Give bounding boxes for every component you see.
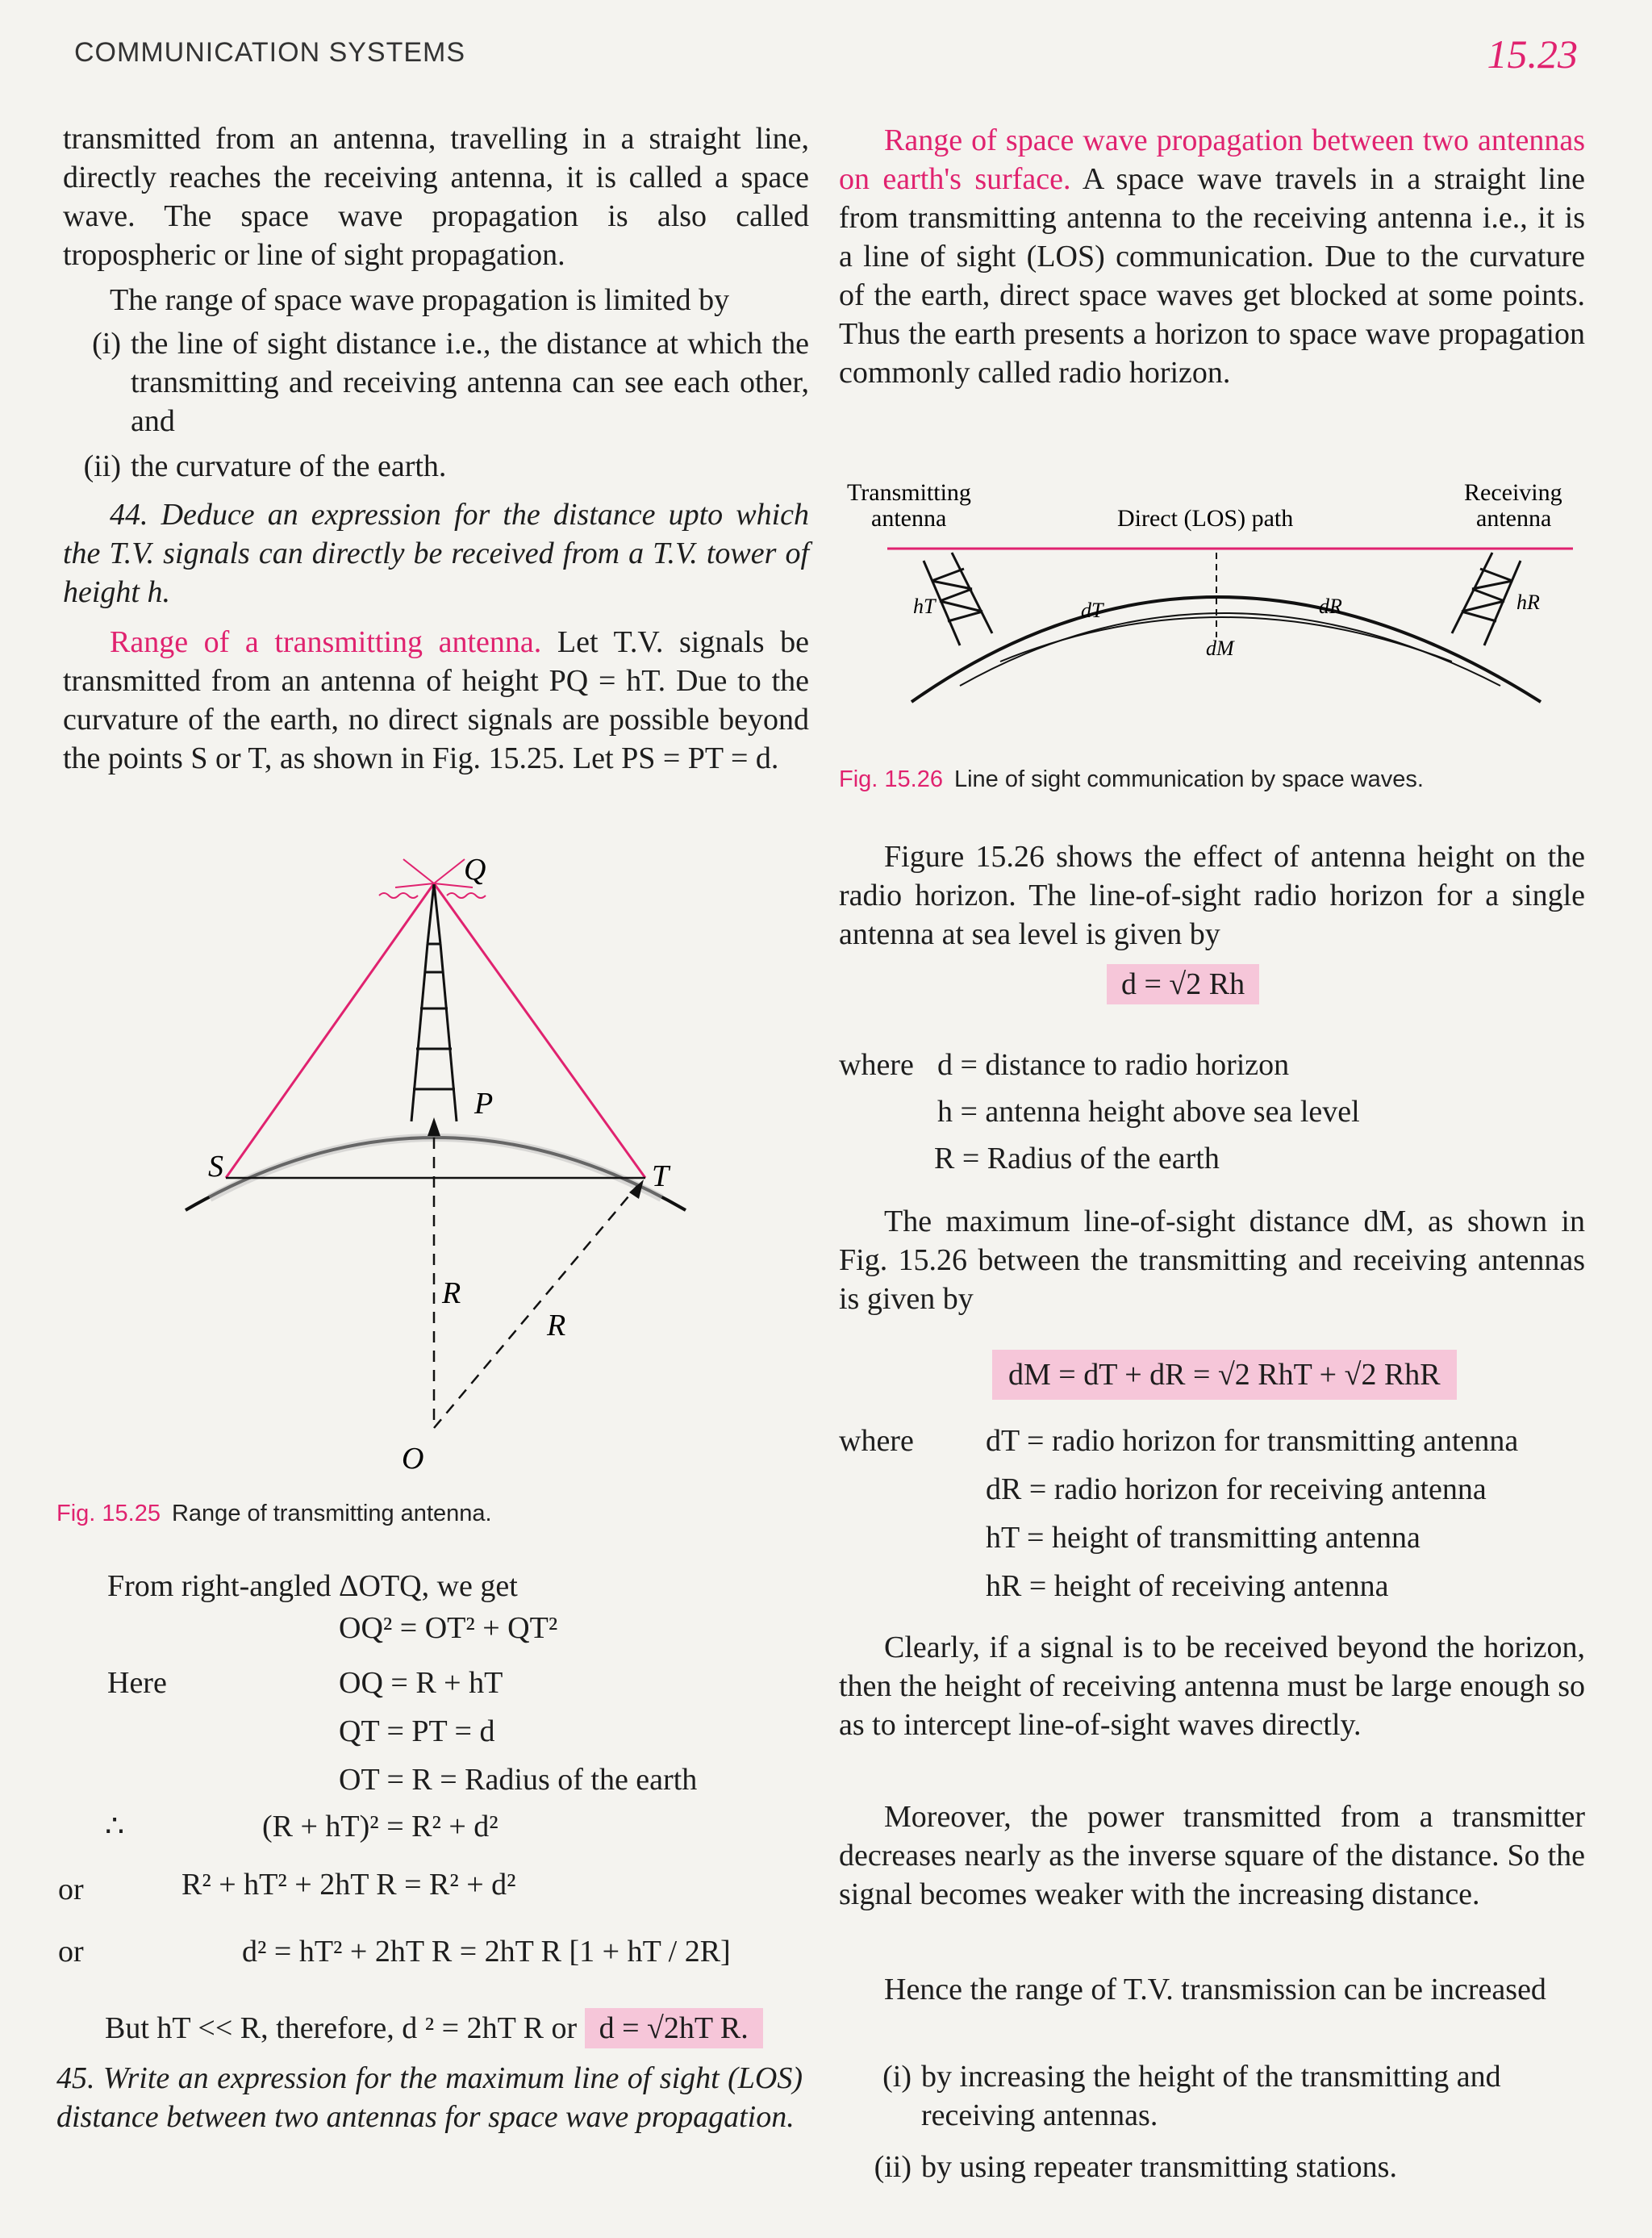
label-T: T	[652, 1159, 670, 1193]
equation-highlight	[1107, 965, 1259, 1004]
equation: OT = R = Radius of the earth	[339, 1763, 698, 1797]
label-R-vertical: R	[442, 1276, 461, 1310]
question-45: 45. Write an expression for the maximum line of sight (LOS) distance between two antennas for space wave propagation.	[56, 2061, 803, 2134]
derivation-block	[63, 1567, 809, 1605]
label-los-path: Direct (LOS) path	[1117, 505, 1294, 532]
paragraph-range-limit: The range of space wave propagation is limited by	[110, 283, 730, 317]
label-here: Here	[107, 1666, 167, 1700]
list-item	[63, 324, 809, 441]
highlighted-result: d = √2hT R.	[585, 2008, 763, 2048]
paragraph-space-wave-range: A space wave travels in a straight line from transmitting antenna to the receiving antenna i.e., it is a line of sight (LOS) communication. Due to the curvature of the earth, direct space waves get blocked at some points. Thus the earth presents a horizon to space wave propagation commonly called radio horizon.	[839, 162, 1585, 390]
paragraph-hence: Hence the range of T.V. transmission can be increased	[884, 1973, 1546, 2006]
list-item	[63, 447, 809, 486]
figure-caption-text: Line of sight communication by space waves.	[953, 766, 1424, 792]
equation: (R + hT)² = R² + d²	[262, 1810, 499, 1843]
definition: hR = height of receiving antenna	[986, 1569, 1389, 1603]
label-antenna: antenna	[1476, 505, 1552, 532]
equation: QT = PT = d	[339, 1714, 495, 1748]
earth-shading	[210, 1138, 661, 1198]
label-antenna: antenna	[871, 505, 947, 532]
highlighted-equation: d = √2 Rh	[1107, 964, 1259, 1004]
highlighted-equation: dM = dT + dR = √2 RhT + √2 RhR	[992, 1350, 1457, 1400]
question-44: 44. Deduce an expression for the distance upto which the T.V. signals can directly be received from a T.V. tower of height h.	[63, 498, 809, 609]
definition: R = Radius of the earth	[934, 1142, 1220, 1175]
equation: R² + hT² + 2hT R = R² + d²	[181, 1868, 516, 1902]
list-label: (ii)	[83, 449, 121, 483]
equation: d² = hT² + 2hT R = 2hT R [1 + hT / 2R]	[242, 1935, 731, 1969]
approximation-line	[105, 2009, 763, 2048]
equation: OQ = R + hT	[339, 1666, 503, 1700]
figure-number: Fig. 15.26	[839, 766, 943, 792]
label-O: O	[402, 1442, 424, 1476]
label-or: or	[58, 1935, 84, 1969]
approximation-text: But hT << R, therefore, d ² = 2hT R or	[105, 2011, 578, 2045]
list-label: (i)	[882, 2060, 912, 2094]
tower-icon	[411, 883, 457, 1121]
label-or: or	[58, 1873, 84, 1906]
list-label: (ii)	[874, 2150, 912, 2184]
receiving-tower-icon	[1452, 553, 1521, 645]
figure-caption	[56, 1501, 492, 1527]
left-column	[63, 119, 809, 778]
running-header: COMMUNICATION SYSTEMS	[74, 37, 466, 68]
list-item	[839, 2057, 1585, 2135]
label-Q: Q	[464, 853, 486, 887]
paragraph-figure-effect: Figure 15.26 shows the effect of antenna height on the radio horizon. The line-of-sight radio horizon for a single antenna at sea level is given by	[839, 840, 1585, 951]
label-S: S	[208, 1150, 223, 1184]
label-where: where	[839, 1424, 914, 1458]
label-P: P	[474, 1087, 494, 1121]
definition: h = antenna height above sea level	[937, 1095, 1360, 1129]
list-text: by using repeater transmitting stations.	[921, 2150, 1397, 2184]
label-transmitting: Transmitting	[847, 479, 971, 506]
list-text: the curvature of the earth.	[131, 449, 447, 483]
label-where: where	[839, 1048, 914, 1082]
label-R-diagonal: R	[547, 1309, 566, 1342]
figure-caption-text: Range of transmitting antenna.	[171, 1501, 492, 1526]
label-dM: dM	[1206, 637, 1234, 660]
right-column-intro	[839, 121, 1585, 392]
list-text: the line of sight distance i.e., the distance at which the transmitting and receiving antenna can see each other, and	[131, 327, 809, 438]
paragraph-clearly: Clearly, if a signal is to be received beyond the horizon, then the height of receiving antenna must be large enough so as to intercept line-of-sight waves directly.	[839, 1630, 1585, 1742]
definition: d = distance to radio horizon	[937, 1048, 1290, 1082]
paragraph-space-wave: transmitted from an antenna, travelling in a straight line, directly reaches the receiving antenna, it is called a space wave. The space wave propagation is also called tropospheric or line of sight propagation.	[63, 122, 809, 272]
radius-line-diagonal	[434, 1186, 637, 1428]
figure-15-26	[839, 476, 1585, 718]
label-dT: dT	[1081, 599, 1103, 622]
label-receiving: Receiving	[1464, 479, 1562, 506]
paragraph-range-body: Let T.V. signals be transmitted from an antenna of height PQ = hT. Due to the curvature of the earth, no direct signals are possible beyond the points S or T, as shown in Fig. 15.25. Let PS = PT = d.	[63, 625, 810, 775]
section-heading: Range of space wave propagation between two antennas on earth's surface.	[839, 123, 1585, 196]
paragraph-moreover: Moreover, the power transmitted from a transmitter decreases nearly as the inverse square of the distance. So the signal becomes weaker with the increasing distance.	[839, 1800, 1585, 1911]
figure-number: Fig. 15.25	[56, 1501, 161, 1526]
section-heading: Range of a transmitting antenna.	[110, 625, 542, 659]
therefore-symbol: ∴	[105, 1810, 125, 1843]
tangent-line-right	[434, 883, 645, 1178]
definition: hT = height of transmitting antenna	[986, 1521, 1420, 1555]
equation-highlight	[992, 1355, 1457, 1394]
derivation-intro: From right-angled ΔOTQ, we get	[107, 1569, 518, 1603]
figure-caption	[839, 766, 1424, 793]
label-hT: hT	[913, 595, 936, 618]
tangent-line-left	[226, 883, 434, 1178]
paragraph-max-distance: The maximum line-of-sight distance dM, as shown in Fig. 15.26 between the transmitting and receiving antennas is given by	[839, 1205, 1585, 1316]
list-label: (i)	[92, 327, 121, 361]
equation: OQ² = OT² + QT²	[339, 1611, 558, 1645]
arrow-head	[428, 1117, 440, 1136]
label-hR: hR	[1516, 591, 1540, 614]
page-number: 15.23	[1487, 31, 1578, 77]
definition: dT = radio horizon for transmitting antenna	[986, 1424, 1519, 1458]
figure-15-25	[161, 831, 742, 1476]
list-text: by increasing the height of the transmitting and receiving antennas.	[921, 2060, 1501, 2132]
definition: dR = radio horizon for receiving antenna	[986, 1472, 1487, 1506]
label-dR: dR	[1319, 595, 1342, 618]
list-item	[839, 2148, 1585, 2186]
